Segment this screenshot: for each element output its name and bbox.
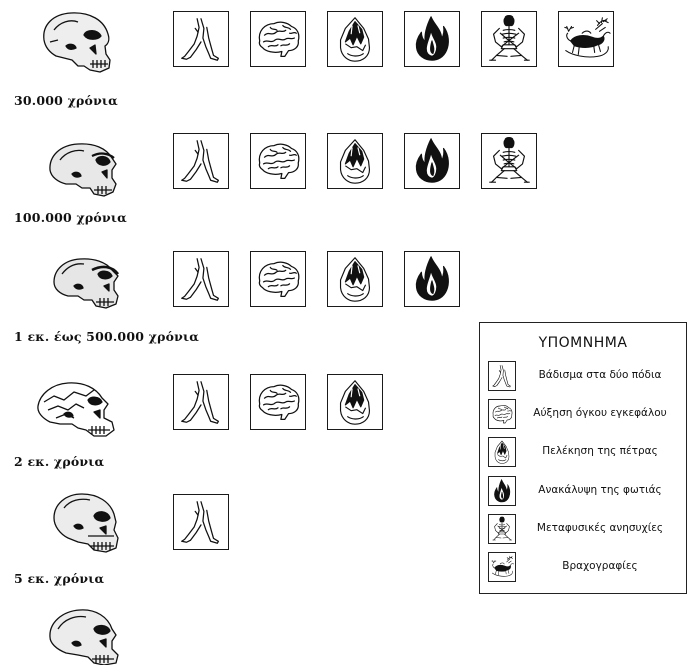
- fire-icon: [404, 251, 460, 307]
- brain-icon: [250, 11, 306, 67]
- cave-art-icon: [488, 552, 516, 582]
- legend-item-label: Βάδισμα στα δύο πόδια: [538, 369, 662, 381]
- skull-homo-sapiens-sapiens: [38, 10, 118, 74]
- legend-title: ΥΠΟΜΝΗΜΑ: [538, 335, 628, 351]
- skull-homo-habilis: [34, 378, 124, 440]
- skeleton-icon: [481, 133, 537, 189]
- skull-early-hominid: [44, 605, 128, 665]
- era-label-1m-500000: 1 εκ. έως 500.000 χρόνια: [14, 329, 200, 344]
- walking-icon: [173, 494, 229, 550]
- fire-icon: [404, 11, 460, 67]
- stone-icon: [327, 11, 383, 67]
- era-label-30000: 30.000 χρόνια: [14, 93, 119, 108]
- stone-icon: [327, 251, 383, 307]
- era-label-5m: 5 εκ. χρόνια: [14, 571, 105, 586]
- legend-item-brain: [488, 399, 682, 433]
- legend-item-metaphysics: [488, 514, 682, 548]
- stone-icon: [327, 133, 383, 189]
- skull-australopithecus: [48, 488, 126, 556]
- legend-box: [479, 322, 687, 594]
- brain-icon: [250, 133, 306, 189]
- legend-item-label: Αύξηση όγκου εγκεφάλου: [533, 407, 667, 419]
- brain-icon: [488, 399, 516, 429]
- legend-item-fire: [488, 476, 682, 510]
- legend-item-walking: [488, 361, 682, 395]
- brain-icon: [250, 374, 306, 430]
- fire-icon: [488, 476, 516, 506]
- skull-homo-erectus: [50, 252, 124, 310]
- legend-item-label: Ανακάλυψη της φωτιάς: [538, 484, 662, 496]
- walking-icon: [488, 361, 516, 391]
- era-label-2m: 2 εκ. χρόνια: [14, 454, 105, 469]
- walking-icon: [173, 374, 229, 430]
- skull-neanderthal: [46, 136, 122, 198]
- era-label-100000: 100.000 χρόνια: [14, 210, 127, 225]
- brain-icon: [250, 251, 306, 307]
- fire-icon: [404, 133, 460, 189]
- legend-item-label: Πελέκηση της πέτρας: [542, 445, 658, 457]
- walking-icon: [173, 133, 229, 189]
- stone-icon: [327, 374, 383, 430]
- legend-item-stone: [488, 437, 682, 471]
- legend-item-label: Βραχογραφίες: [562, 560, 638, 572]
- skeleton-icon: [481, 11, 537, 67]
- legend-item-cave-art: [488, 552, 682, 586]
- stone-icon: [488, 437, 516, 467]
- walking-icon: [173, 251, 229, 307]
- skeleton-icon: [488, 514, 516, 544]
- legend-item-label: Μεταφυσικές ανησυχίες: [536, 522, 664, 534]
- cave-art-icon: [558, 11, 614, 67]
- walking-icon: [173, 11, 229, 67]
